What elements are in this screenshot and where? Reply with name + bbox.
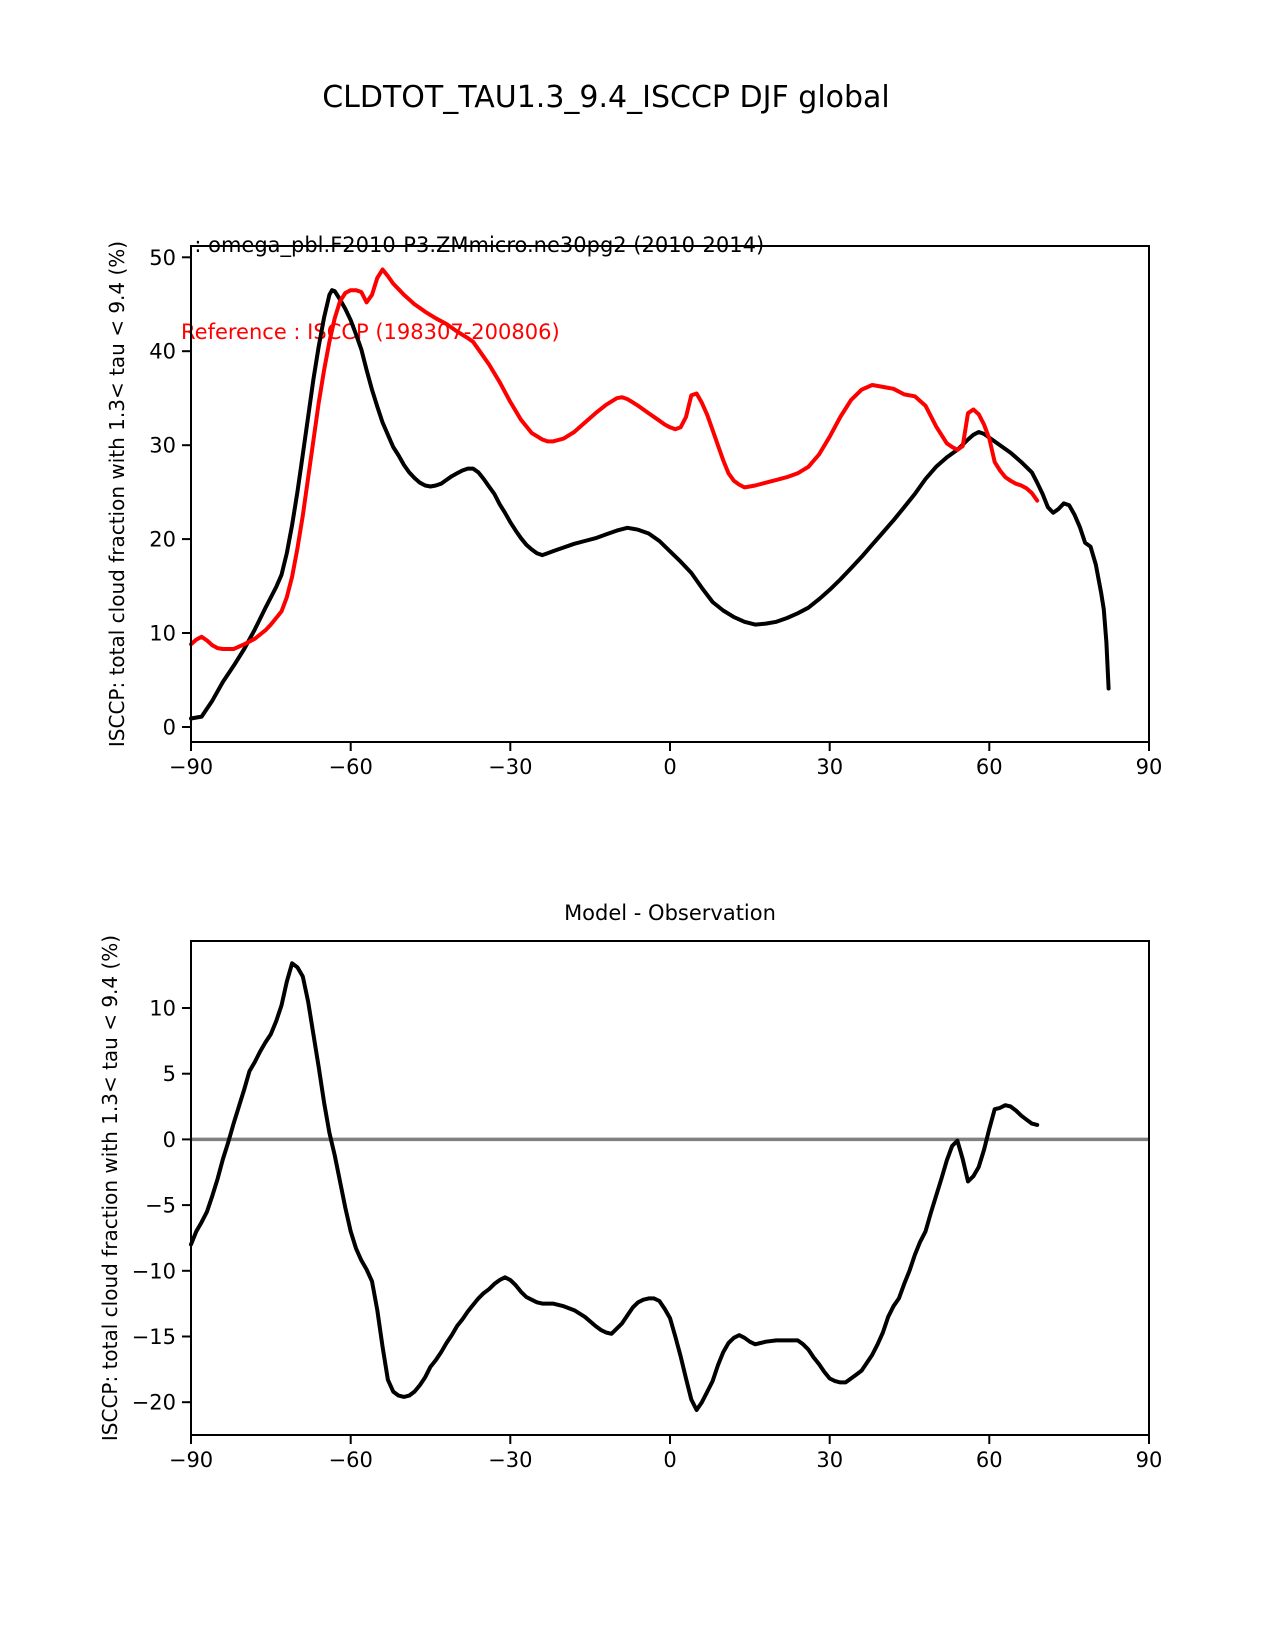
x-tick-label: −60 xyxy=(328,1448,373,1472)
x-tick-label: 60 xyxy=(975,755,1003,779)
legend-model-label: : omega_pbl.F2010-P3.ZMmicro.ne30pg2 (2010-2014) xyxy=(181,233,765,257)
axes-frame xyxy=(191,941,1149,1435)
y-tick-label: 20 xyxy=(149,527,176,552)
y-tick-label: −10 xyxy=(131,1259,176,1284)
y-tick-label: 50 xyxy=(149,245,176,270)
x-tick-label: −90 xyxy=(168,755,214,779)
diff-y-axis-label: ISCCP: total cloud fraction with 1.3< tau < 9.4 (%) xyxy=(98,934,122,1442)
top-y-axis-label: ISCCP: total cloud fraction with 1.3< tau < 9.4 (%) xyxy=(105,240,129,748)
x-tick-label: 0 xyxy=(663,755,677,779)
reference-line xyxy=(191,270,1037,650)
x-tick-label: −60 xyxy=(328,755,373,779)
diff-chart-title: Model - Observation xyxy=(564,901,776,925)
x-tick-label: 30 xyxy=(816,1448,844,1472)
y-tick-label: 10 xyxy=(149,996,176,1021)
y-tick-label: −5 xyxy=(145,1193,176,1218)
x-tick-label: −30 xyxy=(488,755,533,779)
x-tick-label: 90 xyxy=(1135,1448,1163,1472)
y-tick-label: 0 xyxy=(162,1127,176,1152)
x-tick-label: 90 xyxy=(1135,755,1163,779)
x-tick-label: 0 xyxy=(663,1448,677,1472)
y-tick-label: 0 xyxy=(162,715,176,740)
y-tick-label: 10 xyxy=(149,621,176,646)
y-tick-label: 40 xyxy=(149,339,176,364)
y-tick-label: −20 xyxy=(131,1390,176,1415)
x-tick-label: 30 xyxy=(816,755,844,779)
chart-canvas xyxy=(131,941,1163,1472)
legend-reference-label: Reference : ISCCP (198307-200806) xyxy=(181,320,560,344)
y-tick-label: −15 xyxy=(131,1325,176,1349)
x-tick-label: 60 xyxy=(975,1448,1003,1472)
y-tick-label: 5 xyxy=(162,1062,176,1087)
figure-title: CLDTOT_TAU1.3_9.4_ISCCP DJF global xyxy=(322,80,890,115)
diff-chart-plot-area xyxy=(131,941,1163,1472)
x-tick-label: −90 xyxy=(168,1448,214,1472)
y-tick-label: 30 xyxy=(149,433,176,458)
difference-line xyxy=(191,963,1037,1410)
x-tick-label: −30 xyxy=(488,1448,533,1472)
